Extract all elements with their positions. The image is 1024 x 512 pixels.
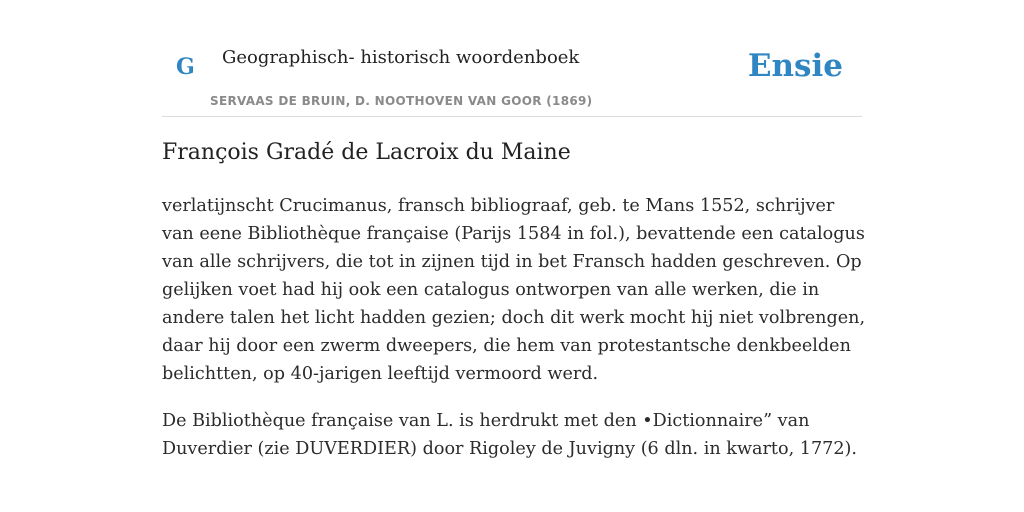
book-header xyxy=(162,36,862,117)
entry-paragraph-2: De Bibliothèque française van L. is herdrukt met den •Dictionnaire” van Duverdier (zie DUVERDIER) door Rigoley de Juvigny (6 dln. in kwarto, 1772). xyxy=(162,411,857,459)
ensie-logo-link[interactable]: Ensie xyxy=(747,48,843,84)
book-title[interactable]: Geographisch- historisch woordenboek xyxy=(222,47,580,68)
book-authors: SERVAAS DE BRUIN, D. NOOTHOVEN VAN GOOR (1869) xyxy=(210,94,593,108)
entry-body xyxy=(162,192,867,482)
book-logo-letter[interactable]: G xyxy=(176,54,195,80)
entry-title: François Gradé de Lacroix du Maine xyxy=(162,140,571,165)
entry-paragraph-1: verlatijnscht Crucimanus, fransch bibliograaf, geb. te Mans 1552, schrijver van eene Bibliothèque française (Parijs 1584 in fol.), bevattende een catalogus van alle schrijvers, die tot in zijnen tijd in bet Fransch hadden geschreven. Op gelijken voet had hij ook een catalogus ontworpen van alle werken, die in andere talen het licht hadden gezien; doch dit werk mocht hij niet volbrengen, daar hij door een zwerm dweepers, die hem van protestantsche denkbeelden belichtten, op 40-jarigen leeftijd vermoord werd. xyxy=(162,196,866,384)
